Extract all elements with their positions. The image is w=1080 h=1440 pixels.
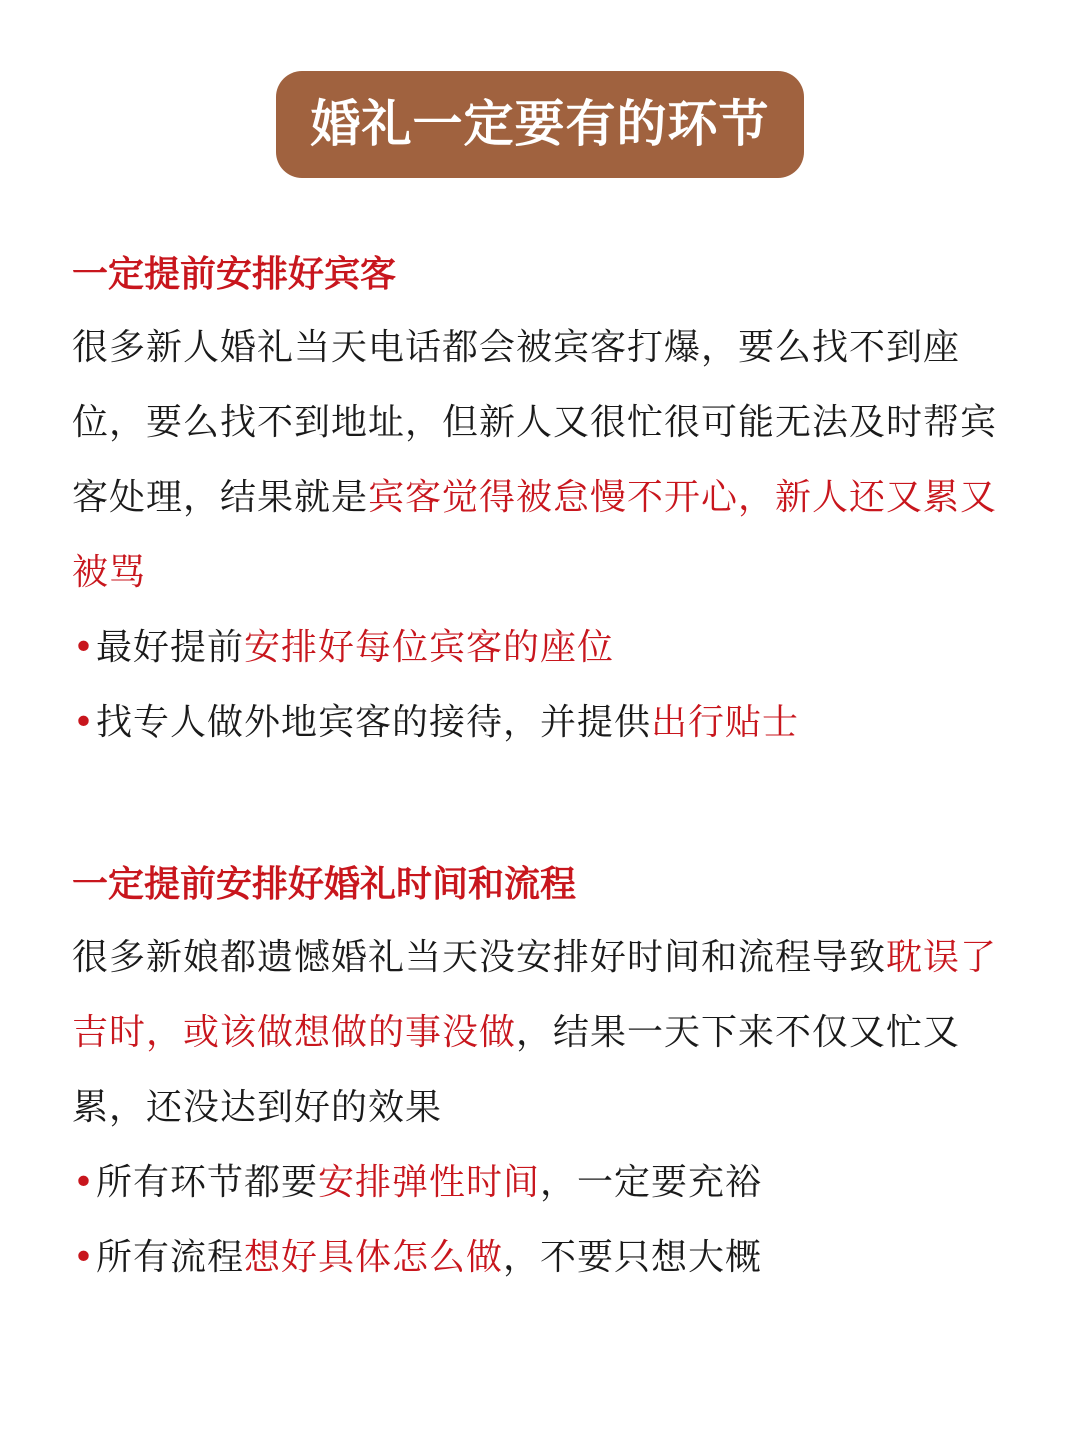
bullet-item — [72, 1220, 1022, 1295]
page-title: 婚礼一定要有的环节 — [276, 71, 804, 178]
bullet-text: 所有环节都要 — [96, 1162, 319, 1203]
section-heading: 一定提前安排好婚礼时间和流程 — [72, 864, 577, 905]
bullet-list — [72, 610, 1022, 760]
section-paragraph — [72, 920, 1022, 1145]
paragraph-text: 很多新人婚礼当天电话都会被宾客打爆，要么找不到座位，要么找不到地址，但新人又很忙很可能无法及时帮宾客处理，结果就是 — [72, 327, 998, 518]
bullet-list — [72, 1145, 1022, 1295]
article-body — [72, 240, 1022, 1295]
bullet-text: 找专人做外地宾客的接待，并提供 — [96, 702, 652, 743]
bullet-text-tail: ，不要只想大概 — [503, 1237, 763, 1278]
bullet-item — [72, 1145, 1022, 1220]
paragraph-text: 很多新娘都遗憾婚礼当天没安排好时间和流程导致 — [72, 937, 887, 978]
bullet-text: 所有流程 — [96, 1237, 245, 1278]
bullet-highlight: 安排弹性时间 — [318, 1162, 541, 1203]
bullet-text-tail: ，一定要充裕 — [540, 1162, 763, 1203]
bullet-highlight: 出行贴士 — [651, 702, 800, 743]
section-heading: 一定提前安排好宾客 — [72, 254, 397, 295]
bullet-dot-icon: • — [72, 702, 96, 743]
bullet-dot-icon: • — [72, 1237, 96, 1278]
section-schedule — [72, 850, 1022, 1295]
paragraph-highlight: 宾客觉得被怠慢不开心，新人还又累又被骂 — [72, 477, 998, 593]
section-guests — [72, 240, 1022, 760]
paragraph-text-tail: ，结果一天下来不仅又忙又累，还没达到好的效果 — [72, 1012, 961, 1128]
bullet-highlight: 安排好每位宾客的座位 — [244, 627, 615, 668]
bullet-text: 最好提前 — [96, 627, 245, 668]
bullet-dot-icon: • — [72, 627, 96, 668]
bullet-item — [72, 685, 1022, 760]
bullet-item — [72, 610, 1022, 685]
section-paragraph — [72, 310, 1022, 610]
paragraph-highlight: 耽误了吉时，或该做想做的事没做 — [72, 937, 998, 1053]
bullet-dot-icon: • — [72, 1162, 96, 1203]
bullet-highlight: 想好具体怎么做 — [244, 1237, 504, 1278]
